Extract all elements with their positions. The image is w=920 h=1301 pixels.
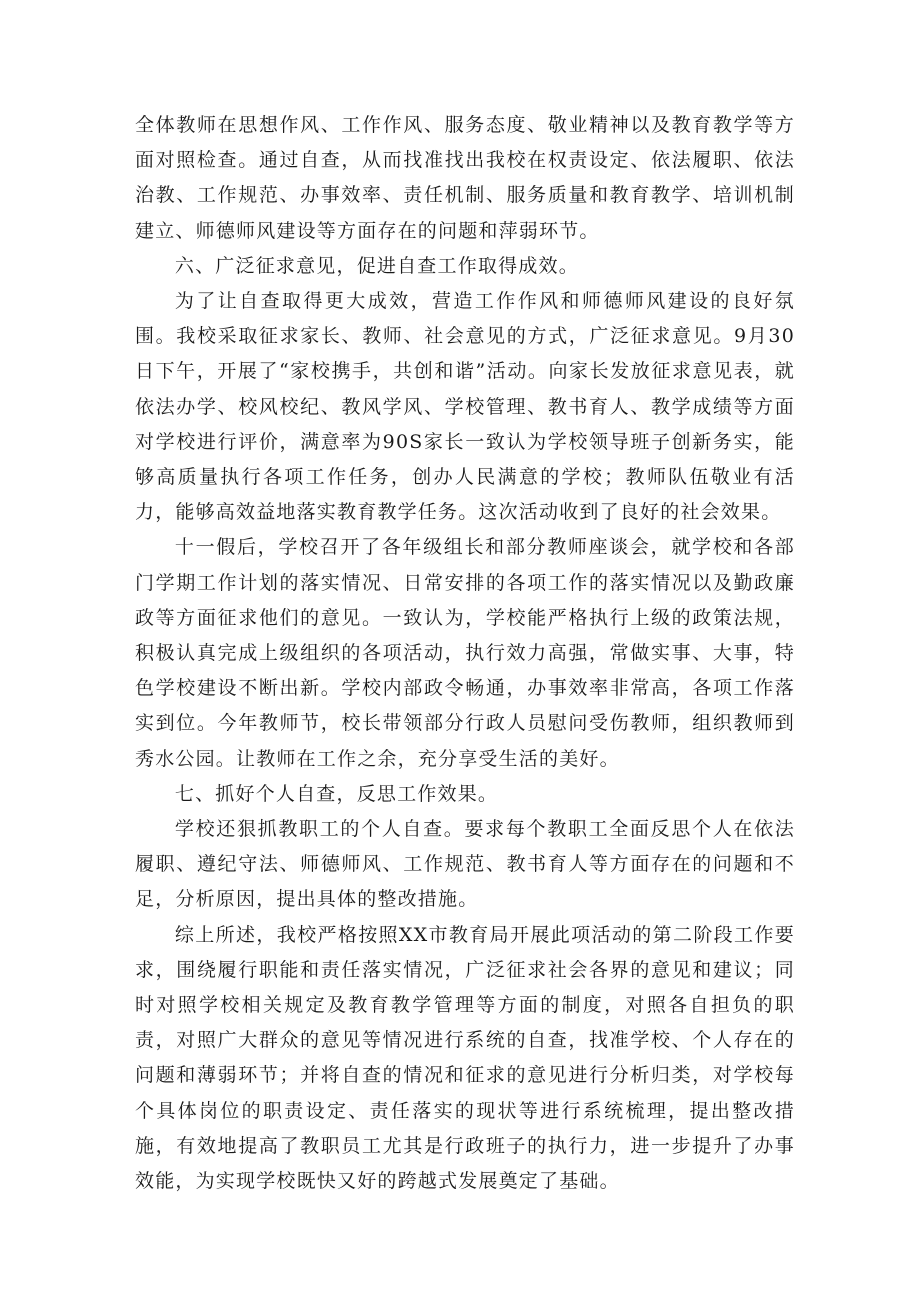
- section-heading-six: 六、广泛征求意见，促进自查工作取得成效。: [174, 254, 579, 277]
- paragraph-parent-survey: 为了让自查取得更大成效，营造工作作风和师德师风建设的良好氛围。我校采取征求家长、教师、社会意见的方式，广泛征求意见。9月30日下午，开展了“家校携手，共创和谐”活动。向家长发放征求意见表，就依法办学、校风校纪、教风学风、学校管理、教书育人、教学成绩等方面对学校进行评价，满意率为90S家长一致认为学校领导班子创新务实，能够高质量执行各项工作任务，创办人民满意的学校；教师队伍敬业有活力，能够高效益地落实教育教学任务。这次活动收到了良好的社会效果。: [135, 290, 795, 524]
- document-body: [135, 108, 795, 1199]
- paragraph-continued: 全体教师在思想作风、工作作风、服务态度、敬业精神以及教育教学等方面对照检查。通过自查，从而找准找出我校在权责设定、依法履职、依法治教、工作规范、办事效率、责任机制、服务质量和教育教学、培训机制建立、师德师风建设等方面存在的问题和萍弱环节。: [135, 114, 795, 242]
- paragraph-teacher-forum: 十一假后，学校召开了各年级组长和部分教师座谈会，就学校和各部门学期工作计划的落实情况、日常安排的各项工作的落实情况以及勤政廉政等方面征求他们的意见。一致认为，学校能严格执行上级的政策法规，积极认真完成上级组织的各项活动，执行效力高强，常做实事、大事，特色学校建设不断出新。学校内部政令畅通，办事效率非常高，各项工作落实到位。今年教师节，校长带领部分行政人员慰问受伤教师，组织教师到秀水公园。让教师在工作之余，充分享受生活的美好。: [135, 536, 795, 770]
- paragraph-summary: 综上所述，我校严格按照XX市教育局开展此项活动的第二阶段工作要求，围绕履行职能和责任落实情况，广泛征求社会各界的意见和建议；同时对照学校相关规定及教育教学管理等方面的制度，对照各自担负的职责，对照广大群众的意见等情况进行系统的自查，找准学校、个人存在的问题和薄弱环节；并将自查的情况和征求的意见进行分析归类，对学校每个具体岗位的职责设定、责任落实的现状等进行系统梳理，提出整改措施，有效地提高了教职员工尤其是行政班子的执行力，进一步提升了办事效能，为实现学校既快又好的跨越式发展奠定了基础。: [135, 923, 795, 1193]
- section-heading-seven: 七、抓好个人自查，反思工作效果。: [174, 782, 499, 805]
- paragraph-personal-check: 学校还狠抓教职工的个人自查。要求每个教职工全面反思个人在依法履职、遵纪守法、师德师风、工作规范、教书育人等方面存在的问题和不足，分析原因，提出具体的整改措施。: [135, 818, 795, 911]
